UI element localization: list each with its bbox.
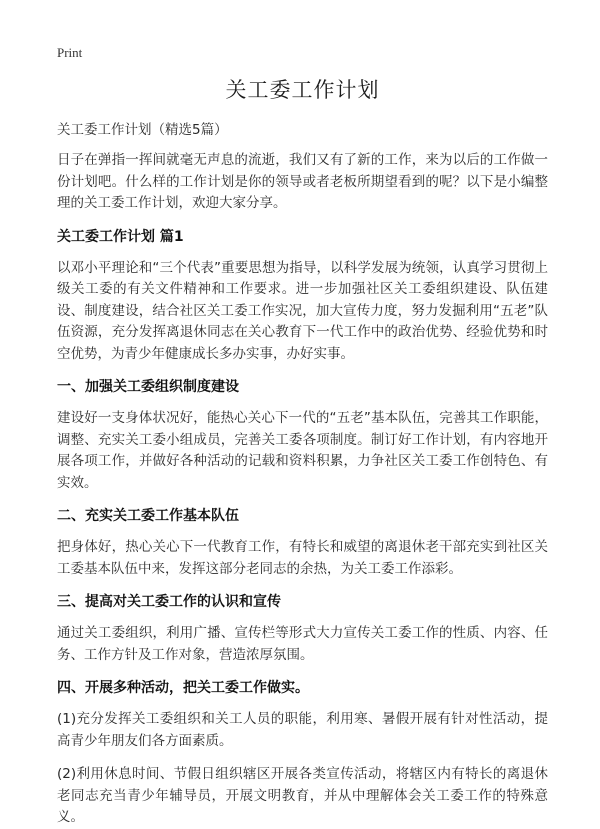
intro-paragraph: 日子在弹指一挥间就毫无声息的流逝，我们又有了新的工作，来为以后的工作做一份计划吧。什么样的工作计划是你的领导或者老板所期望看到的呢？以下是小编整理的关工委工作计划，欢迎大家分享。 xyxy=(57,152,548,211)
heading-team: 二、充实关工委工作基本队伍 xyxy=(57,508,239,524)
paragraph-organization: 建设好一支身体状况好，能热心关心下一代的“五老”基本队伍，完善其工作职能，调整、充实关工委小组成员，完善关工委各项制度。制订好工作计划，有内容地开展各项工作，并做好各种活动的记载和资料积累，力争社区关工委工作创特色、有实效。 xyxy=(57,410,548,491)
heading-activities: 四、开展多种活动，把关工委工作做实。 xyxy=(57,680,309,696)
document-subtitle: 关工委工作计划（精选5篇） xyxy=(57,122,228,138)
section-intro-paragraph: 以邓小平理论和“三个代表”重要思想为指导，以科学发展为统领，认真学习贯彻上级关工委的有关文件精神和工作要求。进一步加强社区关工委组织建设、队伍建设、制度建设，结合社区关工委工作实况，加大宣传力度，努力发掘利用“五老”队伍资源，充分发挥离退休同志在关心教育下一代工作中的政治优势、经验优势和时空优势，为青少年健康成长多办实事，办好实事。 xyxy=(57,259,548,362)
paragraph-publicity: 通过关工委组织，利用广播、宣传栏等形式大力宣传关工委工作的性质、内容、任务、工作方针及工作对象，营造浓厚氛围。 xyxy=(57,625,548,663)
paragraph-activity-2: (2)利用休息时间、节假日组织辖区开展各类宣传活动，将辖区内有特长的离退休老同志充当青少年辅导员，开展文明教育，并从中理解体会关工委工作的特殊意义。 xyxy=(57,766,548,825)
paragraph-team: 把身体好，热心关心下一代教育工作，有特长和威望的离退休老干部充实到社区关工委基本队伍中来，发挥这部分老同志的余热，为关工委工作添彩。 xyxy=(57,539,548,577)
paragraph-activity-1: (1)充分发挥关工委组织和关工人员的职能，利用寒、暑假开展有针对性活动，提高青少年朋友们各方面素质。 xyxy=(57,711,548,749)
print-label[interactable]: Print xyxy=(57,45,83,60)
heading-organization: 一、加强关工委组织制度建设 xyxy=(57,379,239,395)
heading-publicity: 三、提高对关工委工作的认识和宣传 xyxy=(57,594,281,610)
section-title: 关工委工作计划 篇1 xyxy=(57,228,184,245)
document-title: 关工委工作计划 xyxy=(225,78,380,102)
